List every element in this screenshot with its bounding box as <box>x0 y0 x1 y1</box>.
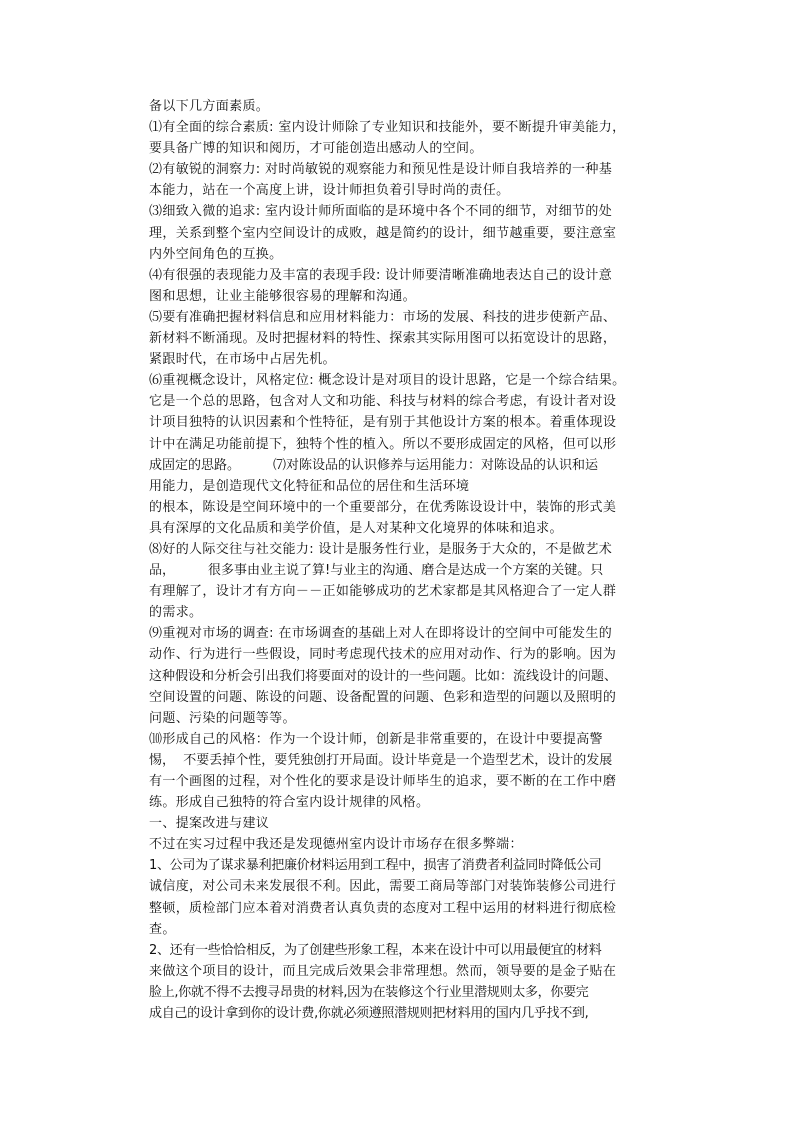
text-line: 图和思想，让业主能够很容易的理解和沟通。 <box>149 288 417 304</box>
text-line: 有一个画图的过程，对个性化的要求是设计师毕生的追求，要不断的在工作中磨 <box>149 774 617 789</box>
text-line: ⑷有很强的表现能力及丰富的表现手段: 设计师要清晰准确地表达自己的设计意 <box>149 267 613 283</box>
text-line: 内外空间角色的互换。 <box>149 246 283 262</box>
text-line: 查。 <box>149 921 176 937</box>
text-line: 脸上,你就不得不去搜寻昂贵的材料,因为在装修这个行业里潜规则太多，你要完 <box>149 984 589 1000</box>
text-line: 本能力，站在一个高度上讲，设计师担负着引导时尚的责任。 <box>149 183 510 199</box>
text-line: 备以下几方面素质。 <box>149 99 270 114</box>
text-line: 品， 很多事由业主说了算!与业主的沟通、磨合是达成一个方案的关键。只 <box>149 563 604 579</box>
text-line: 这种假设和分析会引出我们将要面对的设计的一些问题。比如：流线设计的问题、 <box>149 668 618 684</box>
text-line: 计项目独特的认识因素和个性特征，是有别于其他设计方案的根本。着重体现设 <box>149 415 617 431</box>
text-line: 不过在实习过程中我还是发现德州室内设计市场存在很多弊端： <box>149 837 523 853</box>
text-line: 用能力，是创造现代文化特征和品位的居住和生活环境 <box>149 478 470 494</box>
text-line: 新材料不断涌现。及时把握材料的特性、探索其实际用图可以拓宽设计的思路， <box>149 331 617 347</box>
text-line: 一、提案改进与建议 <box>149 816 270 832</box>
text-line: ⑼重视对市场的调查: 在市场调查的基础上对人在即将设计的空间中可能发生的 <box>149 626 613 642</box>
text-line: 空间设置的问题、陈设的问题、设备配置的问题、色彩和造型的问题以及照明的 <box>149 689 617 705</box>
text-line: 诚信度，对公司未来发展很不利。因此，需要工商局等部门对装饰装修公司进行 <box>149 879 617 895</box>
text-line: 具有深厚的文化品质和美学价值，是人对某种文化境界的体味和追求。 <box>149 520 563 536</box>
text-line: 1、公司为了谋求暴利把廉价材料运用到工程中，损害了消费者利益同时降低公司 <box>149 858 602 874</box>
text-line: 来做这个项目的设计，而且完成后效果会非常理想。然而，领导要的是金子贴在 <box>149 963 617 979</box>
text-line: 惕， 不要丢掉个性，要凭独创打开局面。设计毕竟是一个造型艺术，设计的发展 <box>149 752 613 768</box>
text-line: ⑶细致入微的追求: 室内设计师所面临的是环境中各个不同的细节，对细节的处 <box>149 204 613 220</box>
text-line: 2、还有一些恰恰相反，为了创建些形象工程，本来在设计中可以用最便宜的材料 <box>149 942 602 958</box>
text-line: ⑸要有准确把握材料信息和应用材料能力：市场的发展、科技的进步使新产品、 <box>149 309 617 325</box>
text-line: 练。形成自己独特的符合室内设计规律的风格。 <box>149 795 430 811</box>
text-line: ⑹重视概念设计，风格定位: 概念设计是对项目的设计思路，它是一个综合结果。 <box>149 373 626 389</box>
text-line: 动作、行为进行一些假设，同时考虑现代技术的应用对动作、行为的影响。因为 <box>149 647 617 663</box>
text-line: ⑻好的人际交往与社交能力: 设计是服务性行业，是服务于大众的，不是做艺术 <box>149 541 613 557</box>
text-line: 理，关系到整个室内空间设计的成败，越是简约的设计，细节越重要，要注意室 <box>149 225 617 241</box>
text-line: 紧跟时代，在市场中占居先机。 <box>149 352 336 368</box>
text-line: 成自己的设计拿到你的设计费,你就必须遵照潜规则把材料用的国内几乎找不到, <box>149 1006 589 1022</box>
text-line: ⑴有全面的综合素质: 室内设计师除了专业知识和技能外，要不断提升审美能力， <box>149 120 626 136</box>
text-line: 要具备广博的知识和阅历，才可能创造出感动人的空间。 <box>149 141 483 157</box>
text-line: ⑽形成自己的风格：作为一个设计师，创新是非常重要的，在设计中要提高警 <box>149 731 603 747</box>
text-line: 计中在满足功能前提下，独特个性的植入。所以不要形成固定的风格，但可以形 <box>149 436 617 452</box>
text-line: 的需求。 <box>149 605 203 621</box>
text-line: 成固定的思路。 ⑺对陈设品的认识修养与运用能力：对陈设品的认识和运 <box>149 457 599 473</box>
text-line: 的根本，陈设是空间环境中的一个重要部分，在优秀陈设设计中，装饰的形式美 <box>149 499 617 515</box>
document-page <box>149 96 655 1024</box>
text-line: 它是一个总的思路，包含对人文和功能、科技与材料的综合考虑，有设计者对设 <box>149 394 617 410</box>
text-line: 问题、污染的问题等等。 <box>149 710 296 726</box>
text-line: ⑵有敏锐的洞察力: 对时尚敏锐的观察能力和预见性是设计师自我培养的一种基 <box>149 162 613 178</box>
text-line: 有理解了，设计才有方向－－正如能够成功的艺术家都是其风格迎合了一定人群 <box>149 584 617 600</box>
text-line: 整顿，质检部门应本着对消费者认真负责的态度对工程中运用的材料进行彻底检 <box>149 900 617 916</box>
